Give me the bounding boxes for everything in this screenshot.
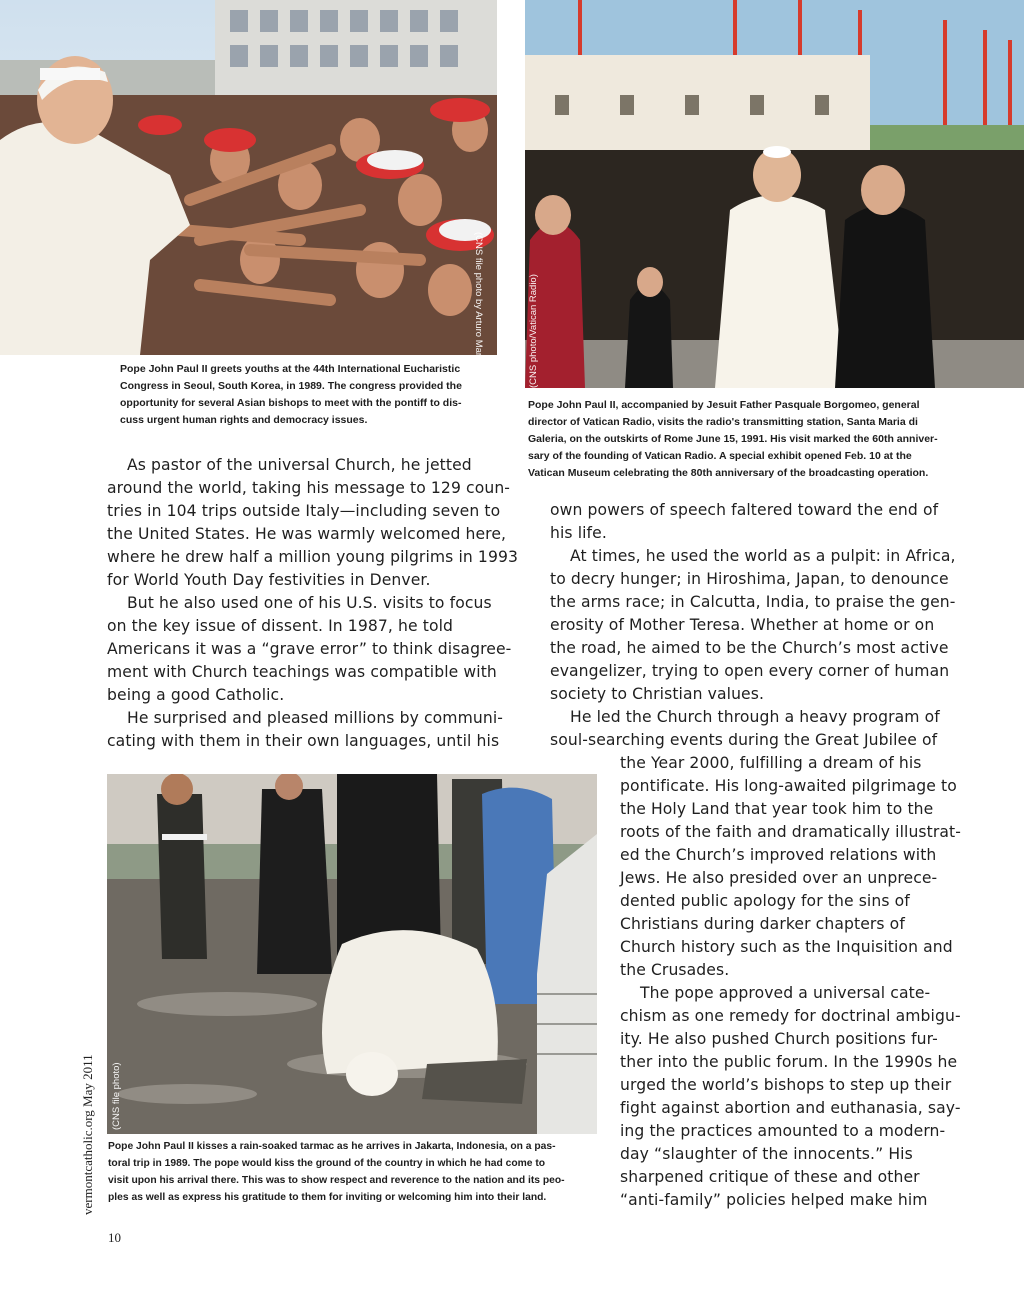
photo-credit-radio: (CNS photo/Vatican Radio): [528, 274, 539, 388]
article-line: ity. He also pushed Church positions fur-: [620, 1030, 938, 1048]
article-line: the Holy Land that year took him to the: [620, 800, 934, 818]
article-line: being a good Catholic.: [107, 686, 285, 704]
article-line: ther into the public forum. In the 1990s he: [620, 1053, 958, 1071]
article-line: the arms race; in Calcutta, India, to praise the gen-: [550, 593, 956, 611]
article-line: He surprised and pleased millions by communi-: [127, 709, 503, 727]
article-line: ment with Church teachings was compatible with: [107, 663, 497, 681]
photo-credit-seoul: (CNS file photo by Arturo Mari): [473, 232, 484, 362]
photo-seoul-youths: [0, 0, 497, 355]
caption-line: director of Vatican Radio, visits the radio's transmitting station, Santa Maria di: [528, 416, 918, 428]
caption-line: visit upon his arrival there. This was to show respect and reverence to the nation and its peo-: [108, 1175, 565, 1186]
article-line: day “slaughter of the innocents.” His: [620, 1145, 913, 1163]
article-line: ing the practices amounted to a modern-: [620, 1122, 946, 1140]
caption-line: cuss urgent human rights and democracy issues.: [120, 414, 368, 426]
article-line: Americans it was a “grave error” to think disagree-: [107, 640, 512, 658]
page-number: 10: [108, 1230, 121, 1245]
article-line: urged the world’s bishops to step up their: [620, 1076, 952, 1094]
article-line: around the world, taking his message to 129 coun-: [107, 479, 511, 497]
article-line: his life.: [550, 524, 607, 542]
caption-line: Pope John Paul II kisses a rain-soaked tarmac as he arrives in Jakarta, Indonesia, on a pas-: [108, 1141, 556, 1152]
article-line: Jews. He also presided over an unprece-: [620, 869, 938, 887]
caption-jakarta: [108, 1138, 598, 1206]
article-line: pontificate. His long-awaited pilgrimage to: [620, 777, 957, 795]
article-line: where he drew half a million young pilgrims in 1993: [107, 548, 519, 566]
article-line: the United States. He was warmly welcomed here,: [107, 525, 507, 543]
caption-line: Galeria, on the outskirts of Rome June 15, 1991. His visit marked the 60th anniver-: [528, 433, 938, 445]
article-line: soul-searching events during the Great Jubilee of: [550, 731, 938, 749]
article-line: ed the Church’s improved relations with: [620, 846, 937, 864]
article-line: for World Youth Day festivities in Denver.: [107, 571, 431, 589]
article-line: “anti-family” policies helped make him: [620, 1191, 928, 1209]
article-line: At times, he used the world as a pulpit: in Africa,: [570, 547, 956, 565]
article-line: As pastor of the universal Church, he jetted: [127, 456, 472, 474]
caption-line: Pope John Paul II greets youths at the 44th International Eucharistic: [120, 363, 461, 375]
caption-line: toral trip in 1989. The pope would kiss the ground of the country in which he had come to: [108, 1158, 546, 1169]
article-line: He led the Church through a heavy program of: [570, 708, 940, 726]
article-line: the road, he aimed to be the Church’s most active: [550, 639, 949, 657]
article-right-column-top: [550, 499, 970, 752]
article-line: evangelizer, trying to open every corner of human: [550, 662, 950, 680]
sidebar-publication-info: vermontcatholic.org May 2011: [80, 1054, 95, 1215]
article-line: But he also used one of his U.S. visits to focus: [127, 594, 492, 612]
article-line: society to Christian values.: [550, 685, 765, 703]
article-line: Christians during darker chapters of: [620, 915, 905, 933]
article-right-column-bottom: [620, 752, 980, 1212]
photo-credit-jakarta: (CNS file photo): [111, 1062, 122, 1130]
article-line: chism as one remedy for doctrinal ambigu-: [620, 1007, 961, 1025]
article-left-column: [107, 454, 519, 753]
article-line: the Crusades.: [620, 961, 730, 979]
photo-jakarta-tarmac: [107, 774, 597, 1134]
caption-line: ples as well as express his gratitude to them for inviting or welcoming him into their land.: [108, 1192, 547, 1203]
article-line: own powers of speech faltered toward the end of: [550, 501, 939, 519]
caption-line: Congress in Seoul, South Korea, in 1989. The congress provided the: [120, 380, 462, 392]
caption-seoul: [120, 361, 500, 429]
caption-line: Pope John Paul II, accompanied by Jesuit Father Pasquale Borgomeo, general: [528, 399, 920, 411]
article-line: to decry hunger; in Hiroshima, Japan, to denounce: [550, 570, 949, 588]
article-line: The pope approved a universal cate-: [640, 984, 931, 1002]
article-line: the Year 2000, fulfilling a dream of his: [620, 754, 922, 772]
caption-line: Vatican Museum celebrating the 80th anniversary of the broadcasting operation.: [528, 467, 929, 479]
article-line: fight against abortion and euthanasia, say-: [620, 1099, 961, 1117]
article-line: roots of the faith and dramatically illustrat-: [620, 823, 961, 841]
article-line: cating with them in their own languages, until his: [107, 732, 500, 750]
caption-line: opportunity for several Asian bishops to meet with the pontiff to dis-: [120, 397, 462, 409]
article-line: sharpened critique of these and other: [620, 1168, 920, 1186]
article-line: Church history such as the Inquisition and: [620, 938, 953, 956]
article-line: on the key issue of dissent. In 1987, he told: [107, 617, 454, 635]
caption-vatican-radio: [528, 397, 964, 482]
article-line: erosity of Mother Teresa. Whether at home or on: [550, 616, 935, 634]
photo-vatican-radio: [525, 0, 1024, 388]
article-line: dented public apology for the sins of: [620, 892, 910, 910]
caption-line: sary of the founding of Vatican Radio. A special exhibit opened Feb. 10 at the: [528, 450, 912, 462]
article-line: tries in 104 trips outside Italy—including seven to: [107, 502, 501, 520]
